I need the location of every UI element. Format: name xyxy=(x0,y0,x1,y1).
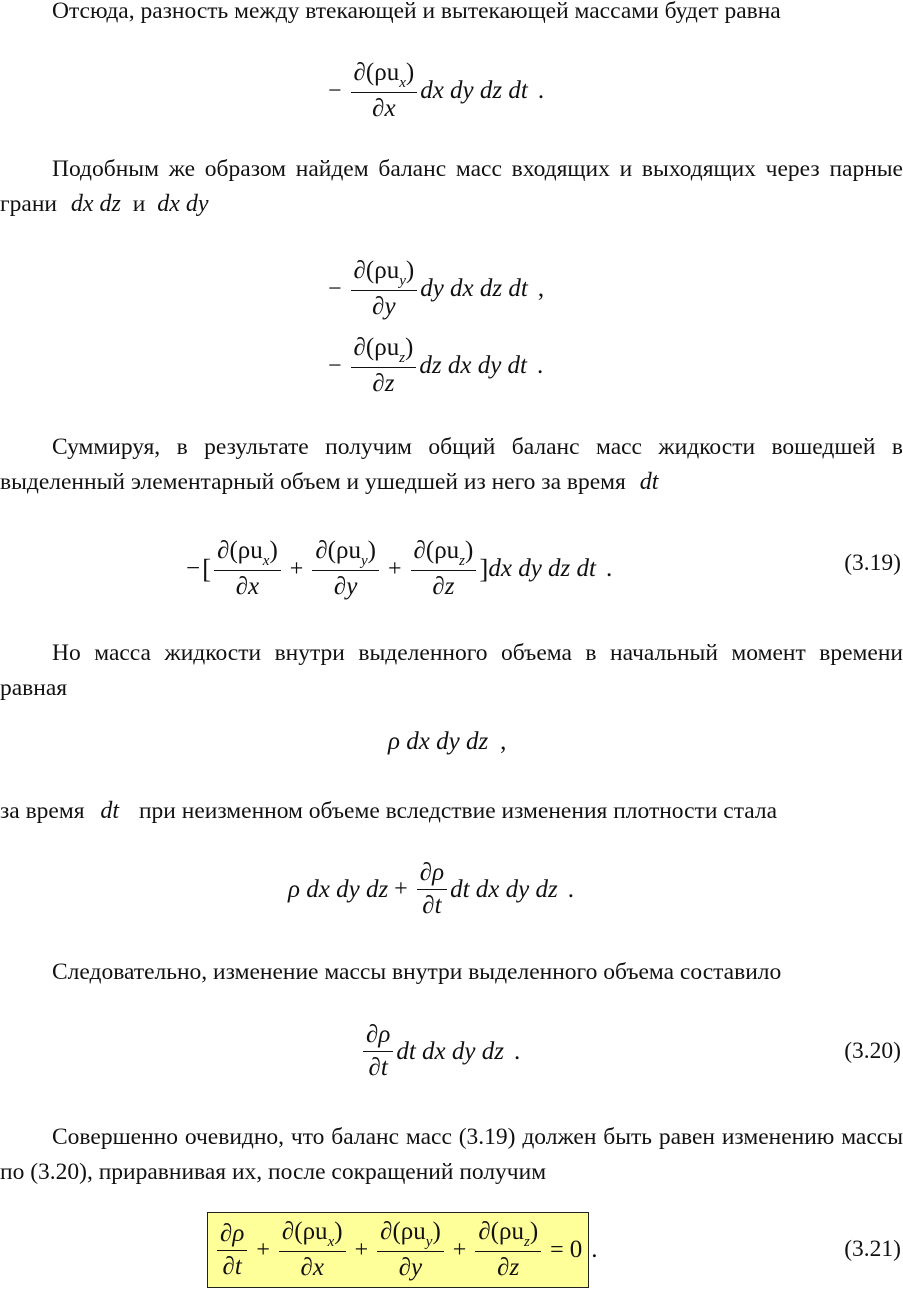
numerator: ∂(ρu xyxy=(315,537,361,564)
paragraph-mass-change: Следовательно, изменение массы внутри выделенного объема составило xyxy=(52,959,782,985)
paren: ) xyxy=(367,537,376,564)
numerator: ∂ρ xyxy=(217,1219,247,1251)
fraction-drho-dt xyxy=(363,1020,393,1083)
subscript: x xyxy=(262,553,270,569)
denominator: ∂z xyxy=(432,573,455,600)
plus-sign: + xyxy=(354,1236,369,1263)
subscript: z xyxy=(399,350,406,366)
comma: , xyxy=(537,275,545,302)
conjunction: и xyxy=(132,191,146,217)
denominator: ∂t xyxy=(222,1252,242,1280)
paren: ) xyxy=(432,1218,441,1245)
subscript: y xyxy=(399,273,406,289)
paragraph-text-cont: при неизменном объеме вследствие изменения плотности стала xyxy=(138,798,778,824)
fraction-drho-dt xyxy=(417,858,447,921)
equation-number-3-19: (3.19) xyxy=(844,550,901,576)
equation-mass-after-dt xyxy=(288,858,574,921)
paragraph-text: Суммируя, в результате получим общий баланс масс жидкости вошедшей в выделенный элементарный объем и ушедшей из него за время xyxy=(0,434,903,495)
equation-3-21 xyxy=(207,1212,597,1288)
numerator: ∂ρ xyxy=(417,858,447,890)
subscript: y xyxy=(360,553,368,569)
paren: ) xyxy=(405,334,414,361)
equation-x-flux xyxy=(322,58,544,124)
fraction-x xyxy=(214,536,281,602)
paren: ) xyxy=(405,257,415,284)
right-bracket: ] xyxy=(479,553,489,584)
fraction-y xyxy=(312,536,379,602)
numerator: ∂(ρu xyxy=(353,59,400,86)
minus-sign: − xyxy=(328,275,342,302)
denominator: ∂z xyxy=(372,370,395,397)
paragraph-mass-difference: Отсюда, разность между втекающей и вытекающей массами будет равна xyxy=(52,0,781,24)
equation-y-flux xyxy=(322,256,544,322)
plus-sign: + xyxy=(387,555,402,582)
numerator: ∂(ρu xyxy=(478,1218,524,1245)
equation-initial-mass xyxy=(388,728,506,756)
paragraph-density-change xyxy=(0,794,903,829)
period: . xyxy=(591,1236,598,1263)
period: . xyxy=(537,77,545,104)
equation-3-19 xyxy=(186,536,612,602)
equation-z-flux xyxy=(322,333,543,399)
mass-expression: ρ dx dy dz xyxy=(288,875,389,903)
minus-sign: − xyxy=(328,77,342,104)
subscript: z xyxy=(459,553,466,569)
equation-number-3-21: (3.21) xyxy=(844,1236,901,1262)
differentials: dx dy dz dt xyxy=(420,77,528,104)
paren: ) xyxy=(405,59,415,86)
fraction xyxy=(351,256,418,322)
numerator: ∂ρ xyxy=(363,1020,393,1052)
differentials: dt dx dy dz xyxy=(450,875,558,903)
paragraph-text: Подобным же образом найдем баланс масс входящих и выходящих через парные грани xyxy=(0,156,903,217)
mass-expression: ρ dx dy dz xyxy=(388,728,489,755)
paren: ) xyxy=(529,1218,539,1245)
paren: ) xyxy=(334,1218,343,1245)
numerator: ∂(ρu xyxy=(353,257,400,284)
denominator: ∂y xyxy=(398,1254,423,1281)
face-dx-dy: dx dy xyxy=(157,191,209,217)
differentials: dx dy dz dt xyxy=(488,555,596,582)
differentials: dz dx dy dt xyxy=(419,352,527,379)
period: . xyxy=(567,875,574,903)
comma: , xyxy=(500,728,507,755)
subscript: x xyxy=(399,75,406,91)
paragraph-initial-mass: Но масса жидкости внутри выделенного объема в начальный момент времени равная xyxy=(0,640,903,701)
fraction-x xyxy=(279,1217,346,1283)
subscript: z xyxy=(523,1234,530,1250)
plus-sign: + xyxy=(394,876,408,902)
plus-sign: + xyxy=(452,1236,467,1263)
time-dt: dt xyxy=(100,798,120,824)
equation-number-3-20: (3.20) xyxy=(844,1038,901,1064)
denominator: ∂y xyxy=(333,573,358,600)
fraction xyxy=(351,333,417,399)
left-bracket: [ xyxy=(202,553,212,584)
minus-sign: − xyxy=(186,555,201,582)
equals-sign: = xyxy=(550,1236,564,1263)
fraction xyxy=(351,58,418,124)
paragraph-summing xyxy=(0,430,903,500)
paragraph-other-faces xyxy=(0,152,903,222)
plus-sign: + xyxy=(289,555,304,582)
denominator: ∂y xyxy=(372,293,396,320)
denominator: ∂z xyxy=(497,1254,520,1281)
subscript: x xyxy=(327,1234,335,1250)
numerator: ∂(ρu xyxy=(380,1218,426,1245)
paragraph-text: за время xyxy=(0,798,85,824)
fraction-z xyxy=(475,1217,541,1283)
period: . xyxy=(537,352,544,379)
minus-sign: − xyxy=(328,352,342,379)
period: . xyxy=(605,555,613,582)
fraction-y xyxy=(377,1217,444,1283)
zero: 0 xyxy=(569,1236,583,1263)
fraction-z xyxy=(411,536,477,602)
denominator: ∂x xyxy=(372,95,396,122)
face-dx-dz: dx dz xyxy=(70,191,121,217)
time-dt: dt xyxy=(639,469,659,495)
numerator: ∂(ρu xyxy=(353,334,400,361)
numerator: ∂(ρu xyxy=(413,537,460,564)
numerator: ∂(ρu xyxy=(281,1218,328,1245)
denominator: ∂t xyxy=(368,1054,388,1081)
denominator: ∂t xyxy=(422,892,442,919)
paren: ) xyxy=(269,537,278,564)
fraction-drho-dt xyxy=(217,1219,247,1282)
paren: ) xyxy=(465,537,474,564)
differentials: dt dx dy dz xyxy=(396,1037,504,1065)
numerator: ∂(ρu xyxy=(217,537,263,564)
plus-sign: + xyxy=(256,1236,270,1263)
paragraph-conclusion: Совершенно очевидно, что баланс масс (3.19) должен быть равен изменению массы по (3.20), приравнивая их, после сокращений получим xyxy=(0,1124,903,1185)
denominator: ∂x xyxy=(235,573,260,600)
denominator: ∂x xyxy=(300,1254,324,1281)
equation-3-20 xyxy=(360,1020,520,1083)
differentials: dy dx dz dt xyxy=(420,275,528,302)
highlight-box xyxy=(207,1212,589,1288)
period: . xyxy=(513,1037,521,1065)
subscript: y xyxy=(425,1234,433,1250)
